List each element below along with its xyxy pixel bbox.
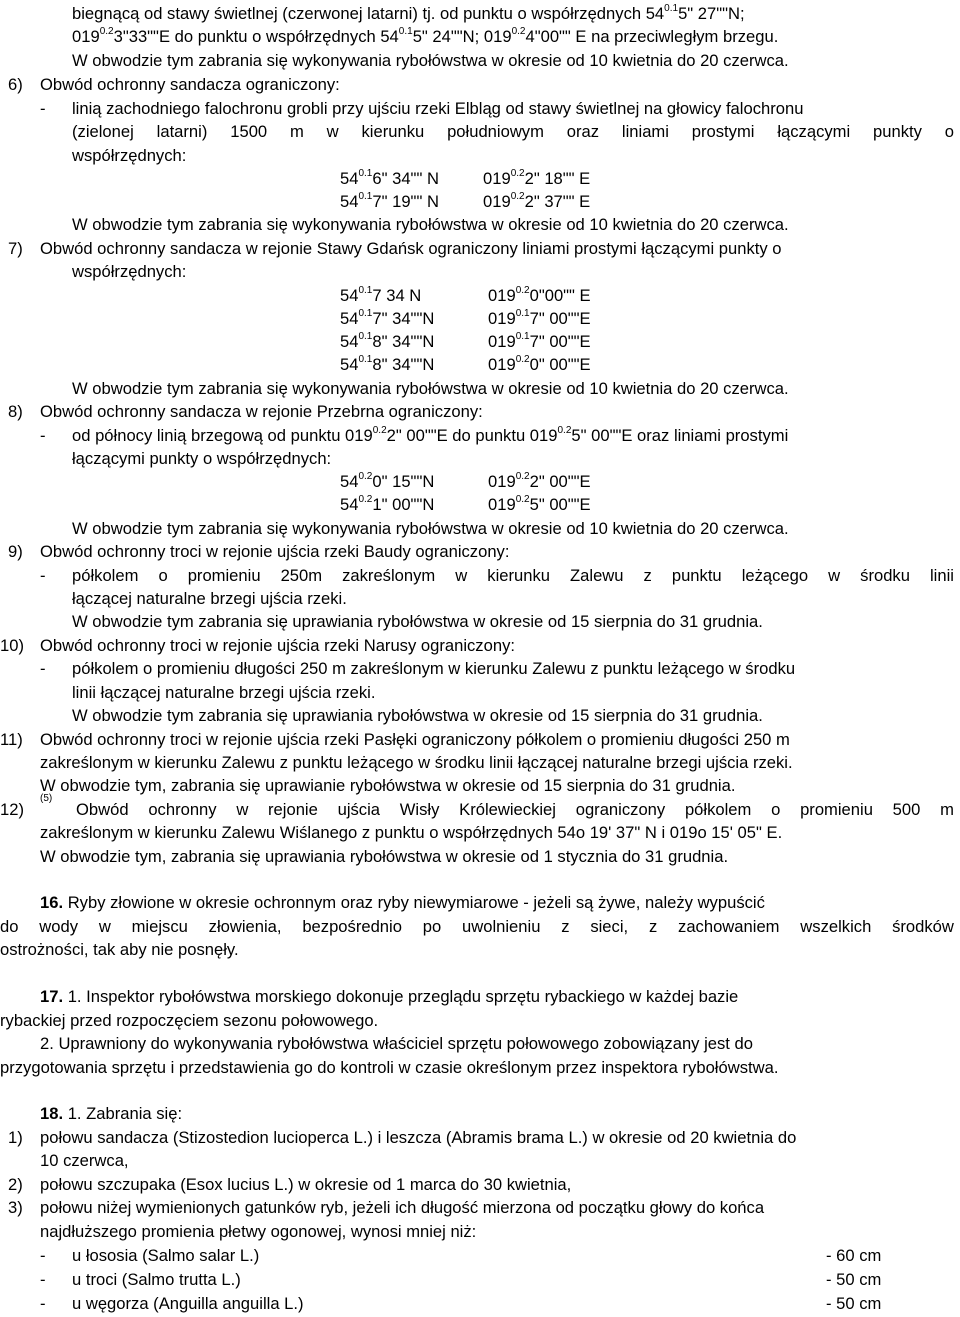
section-9-body-2: łączącej naturalne brzegi ujścia rzeki.	[72, 589, 347, 608]
section-12-line-1	[76, 799, 954, 821]
word: Obwód	[76, 800, 129, 819]
superscript: 0.2	[515, 471, 530, 483]
superscript: 0.2	[515, 285, 530, 297]
section-6-body-2	[72, 121, 954, 143]
coord-row	[340, 191, 439, 213]
superscript: 0.1	[358, 168, 373, 180]
word: w	[326, 122, 339, 141]
superscript: 0.2	[510, 191, 525, 203]
fish-dash: -	[40, 1246, 46, 1265]
coord-row	[340, 308, 434, 330]
coord-row	[340, 285, 421, 307]
coord-row	[488, 494, 591, 516]
text: 4"00"" E na przeciwległym brzegu.	[525, 27, 779, 46]
text: 54	[340, 355, 359, 374]
top-note: W obwodzie tym zabrania się wykonywania rybołówstwa w okresie od 10 kwietnia do 20 czerwca.	[72, 51, 789, 70]
section-11-number: 11)	[0, 730, 23, 749]
paragraph-17-line-2: rybackiej przed rozpoczęciem sezonu połowowego.	[0, 1011, 379, 1030]
coord-row	[340, 331, 434, 353]
coord-row	[488, 354, 591, 376]
superscript: 0.2	[557, 425, 572, 437]
word: leżącego	[741, 566, 809, 585]
text: 3"33""E do punktu o współrzędnych 54	[113, 27, 399, 46]
superscript: 0.1	[515, 331, 530, 343]
superscript: 0.2	[372, 425, 387, 437]
superscript: 0.1	[358, 331, 373, 343]
text: 019	[488, 332, 516, 351]
coord-row	[488, 331, 591, 353]
section-12-note: W obwodzie tym, zabrania się uprawiania rybołówstwa w okresie od 1 stycznia do 31 grudnia.	[40, 847, 729, 866]
paragraph-18-intro	[40, 1103, 182, 1125]
item-3-line-1: połowu niżej wymienionych gatunków ryb, jeżeli ich długość mierzona od początku głowy do końca	[40, 1198, 765, 1217]
text: 0" 00""E	[529, 355, 591, 374]
section-11-line-2: zakreślonym w kierunku Zalewu z punktu leżącego w środku linii łączącej naturalne brzegi ujścia rzeki.	[40, 753, 793, 772]
superscript: 0.2	[358, 494, 373, 506]
superscript: 0.2	[515, 494, 530, 506]
word: z	[643, 566, 652, 585]
superscript: 0.2	[358, 471, 373, 483]
word: linii	[929, 566, 954, 585]
text: 5" 27""N;	[678, 4, 745, 23]
section-10-note: W obwodzie tym zabrania się uprawiania rybołówstwa w okresie od 15 sierpnia do 31 grudnia.	[72, 706, 763, 725]
text: 8" 34""N	[372, 332, 435, 351]
word: (zielonej	[72, 122, 134, 141]
section-9-note: W obwodzie tym zabrania się uprawiania rybołówstwa w okresie od 15 sierpnia do 31 grudnia.	[72, 612, 763, 631]
text: 0" 15""N	[372, 472, 435, 491]
word: o	[944, 122, 954, 141]
section-8-note: W obwodzie tym zabrania się wykonywania rybołówstwa w okresie od 10 kwietnia do 20 czerwca.	[72, 519, 789, 538]
coord-row	[340, 168, 439, 190]
superscript: 0.1	[358, 191, 373, 203]
word: m	[940, 800, 954, 819]
paragraph-number: 17.	[40, 987, 64, 1006]
top-line-1	[72, 3, 745, 25]
section-7-number: 7)	[8, 239, 23, 258]
text: 1. Inspektor rybołówstwa morskiego dokonuje przeglądu sprzętu rybackiego w każdej bazie	[67, 987, 739, 1006]
text: 7" 19"" N	[372, 192, 439, 211]
word: do	[0, 917, 19, 936]
word: łączącymi	[777, 122, 851, 141]
section-8-body-2: łączącymi punkty o współrzędnych:	[72, 449, 332, 468]
top-line-2	[72, 26, 778, 48]
text: 2" 18"" E	[524, 169, 591, 188]
word: południowym	[447, 122, 544, 141]
text: 6" 34"" N	[372, 169, 439, 188]
fish-min-size: - 50 cm	[826, 1294, 882, 1313]
word: półkolem	[684, 800, 752, 819]
word: złowienia,	[208, 917, 282, 936]
word: Zalewu	[570, 566, 624, 585]
coord-row	[340, 354, 434, 376]
superscript: 0.1	[398, 26, 413, 38]
text: 7" 00""E	[529, 332, 591, 351]
text: 5" 00""E oraz liniami prostymi	[571, 426, 789, 445]
section-10-body-2: linii łączącej naturalne brzegi ujścia rzeki.	[72, 683, 376, 702]
fish-min-size: - 60 cm	[826, 1246, 882, 1265]
section-6-dash: -	[40, 99, 46, 118]
text: 7" 00""E	[529, 309, 591, 328]
section-8-number: 8)	[8, 402, 23, 421]
text: 54	[340, 169, 359, 188]
word: w	[236, 800, 249, 819]
word: wszelkich	[800, 917, 872, 936]
word: bezpośrednio	[302, 917, 402, 936]
section-8-title: Obwód ochronny sandacza w rejonie Przebrna ograniczony:	[40, 402, 483, 421]
superscript: 0.2	[510, 168, 525, 180]
fish-name: u łososia (Salmo salar L.)	[72, 1246, 260, 1265]
word: w	[828, 566, 841, 585]
section-8-dash: -	[40, 426, 46, 445]
paragraph-16-line-1	[40, 892, 765, 914]
paragraph-number: 16.	[40, 893, 64, 912]
coord-row	[488, 471, 591, 493]
item-3-line-2: najdłuższego promienia płetwy ogonowej, wynosi mniej niż:	[40, 1222, 477, 1241]
fish-min-size: - 50 cm	[826, 1270, 882, 1289]
section-10-dash: -	[40, 659, 46, 678]
word: wody	[39, 917, 79, 936]
item-1-line-2: 10 czerwca,	[40, 1151, 129, 1170]
text: 019	[488, 355, 516, 374]
superscript: 0.1	[358, 308, 373, 320]
text: 2" 37"" E	[524, 192, 591, 211]
text: Ryby złowione w okresie ochronnym oraz ryby niewymiarowe - jeżeli są żywe, należy wypuścić	[67, 893, 765, 912]
text: 8" 34""N	[372, 355, 435, 374]
coord-row	[340, 471, 434, 493]
text: 019	[483, 169, 511, 188]
text: 019	[72, 27, 100, 46]
text: 1" 00""N	[372, 495, 435, 514]
word: z	[648, 917, 658, 936]
word: miejscu	[131, 917, 188, 936]
word: w	[455, 566, 468, 585]
text: biegnącą od stawy świetlnej (czerwonej latarni) tj. od punktu o współrzędnych 54	[72, 4, 665, 23]
text: 7 34 N	[372, 286, 422, 305]
word: o	[771, 800, 781, 819]
text: 5" 24""N; 019	[412, 27, 512, 46]
text: 019	[488, 472, 516, 491]
fish-name: u węgorza (Anguilla anguilla L.)	[72, 1294, 304, 1313]
word: 500	[892, 800, 921, 819]
item-3-number: 3)	[8, 1198, 23, 1217]
word: promieniu	[800, 800, 873, 819]
word: punkty	[873, 122, 922, 141]
text: 019	[488, 309, 516, 328]
coord-row	[488, 285, 591, 307]
word: uwolnieniu	[462, 917, 541, 936]
word: kierunku	[361, 122, 425, 141]
word: ujścia	[337, 800, 381, 819]
word: oraz	[566, 122, 600, 141]
section-10-number: 10)	[0, 636, 24, 655]
section-9-body-1	[72, 565, 954, 587]
word: Wisły	[399, 800, 440, 819]
word: punktu	[671, 566, 722, 585]
text: 0"00"" E	[529, 286, 591, 305]
word: półkolem	[72, 566, 139, 585]
paragraph-17-line-4: przygotowania sprzętu i przedstawienia go do kontroli w czasie określonym przez inspektora rybołówstwa.	[0, 1058, 779, 1077]
text: 54	[340, 309, 359, 328]
text: 54	[340, 495, 359, 514]
section-6-number: 6)	[8, 75, 23, 94]
superscript: 0.2	[99, 26, 114, 38]
section-10-title: Obwód ochronny troci w rejonie ujścia rzeki Narusy ograniczony:	[40, 636, 515, 655]
word: promieniu	[187, 566, 261, 585]
section-11-note: W obwodzie tym, zabrania się uprawianie rybołówstwa w okresie od 15 sierpnia do 31 grudnia.	[40, 776, 736, 795]
section-7-note: W obwodzie tym zabrania się wykonywania rybołówstwa w okresie od 10 kwietnia do 20 czerwca.	[72, 379, 789, 398]
text: od północy linią brzegową od punktu 019	[72, 426, 373, 445]
paragraph-number: 18.	[40, 1104, 64, 1123]
text: 019	[488, 286, 516, 305]
word: prostymi	[691, 122, 755, 141]
superscript: 0.2	[515, 354, 530, 366]
word: zakreślonym	[342, 566, 436, 585]
word: Królewieckiej	[459, 800, 556, 819]
text: 1. Zabrania się:	[67, 1104, 183, 1123]
item-2-text: połowu szczupaka (Esox lucius L.) w okresie od 1 marca do 30 kwietnia,	[40, 1175, 572, 1194]
coord-row	[340, 494, 434, 516]
text: 5" 00""E	[529, 495, 591, 514]
paragraph-17-line-1	[40, 986, 738, 1008]
section-6-body-3: współrzędnych:	[72, 146, 187, 165]
paragraph-17-line-3: 2. Uprawniony do wykonywania rybołówstwa właściciel sprzętu połowowego zobowiązany jest do	[40, 1034, 753, 1053]
text: 019	[488, 495, 516, 514]
word: środków	[892, 917, 954, 936]
fish-dash: -	[40, 1294, 46, 1313]
section-9-dash: -	[40, 566, 46, 585]
section-6-title: Obwód ochronny sandacza ograniczony:	[40, 75, 340, 94]
word: latarni)	[156, 122, 208, 141]
section-7-line-2: współrzędnych:	[72, 262, 187, 281]
footnote-marker: (5)	[40, 793, 53, 804]
fish-name: u troci (Salmo trutta L.)	[72, 1270, 241, 1289]
word: sieci,	[590, 917, 629, 936]
section-7-line-1: Obwód ochronny sandacza w rejonie Stawy Gdańsk ograniczony liniami prostymi łączącymi punkty o	[40, 239, 782, 258]
text: 54	[340, 286, 359, 305]
coord-row	[483, 168, 590, 190]
word: o	[158, 566, 168, 585]
section-8-body-1	[72, 425, 788, 447]
section-9-title: Obwód ochronny troci w rejonie ujścia rzeki Baudy ograniczony:	[40, 542, 510, 561]
section-10-body-1: półkolem o promieniu długości 250 m zakreślonym w kierunku Zalewu z punktu leżącego w środku	[72, 659, 796, 678]
word: środku	[860, 566, 910, 585]
text: 54	[340, 192, 359, 211]
item-2-number: 2)	[8, 1175, 23, 1194]
text: 019	[483, 192, 511, 211]
word: 1500	[230, 122, 268, 141]
text: 54	[340, 332, 359, 351]
word: w	[98, 917, 111, 936]
word: po	[422, 917, 442, 936]
word: ograniczony	[575, 800, 666, 819]
paragraph-16-line-3: ostrożności, tak aby nie posnęły.	[0, 940, 239, 959]
word: 250m	[280, 566, 323, 585]
text: 2" 00""E	[529, 472, 591, 491]
word: zachowaniem	[678, 917, 780, 936]
superscript: 0.1	[358, 285, 373, 297]
section-6-body-1: linią zachodniego falochronu grobli przy ujściu rzeki Elbląg od stawy świetlnej na głowicy falochronu	[72, 99, 804, 118]
section-9-number: 9)	[8, 542, 23, 561]
fish-dash: -	[40, 1270, 46, 1289]
word: rejonie	[268, 800, 318, 819]
word: ochronny	[148, 800, 217, 819]
word: kierunku	[487, 566, 550, 585]
superscript: 0.1	[515, 308, 530, 320]
text: 2" 00""E do punktu 019	[386, 426, 558, 445]
section-12-line-2: zakreślonym w kierunku Zalewu Wiślanego z punktu o współrzędnych 54o 19' 37" N i 019o 15' 05" E.	[40, 823, 783, 842]
text: 54	[340, 472, 359, 491]
coord-row	[483, 191, 590, 213]
text: 7" 34""N	[372, 309, 435, 328]
item-1-line-1: połowu sandacza (Stizostedion lucioperca L.) i leszcza (Abramis brama L.) w okresie od 20 kwietnia do	[40, 1128, 797, 1147]
section-11-line-1: Obwód ochronny troci w rejonie ujścia rzeki Pasłęki ograniczony półkolem o promieniu długości 250 m	[40, 730, 790, 749]
paragraph-16-line-2	[0, 916, 954, 938]
section-6-note: W obwodzie tym zabrania się wykonywania rybołówstwa w okresie od 10 kwietnia do 20 czerwca.	[72, 215, 789, 234]
word: m	[290, 122, 304, 141]
word: liniami	[621, 122, 669, 141]
superscript: 0.2	[511, 26, 526, 38]
coord-row	[488, 308, 591, 330]
item-1-number: 1)	[8, 1128, 23, 1147]
superscript: 0.1	[664, 3, 679, 15]
superscript: 0.1	[358, 354, 373, 366]
word: z	[561, 917, 570, 936]
section-12-number: 12)	[0, 800, 24, 819]
